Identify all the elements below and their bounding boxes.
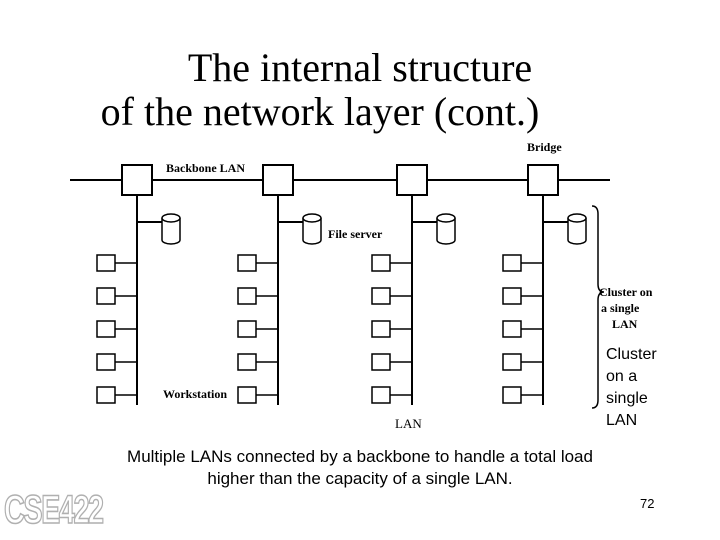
workstation-box [97, 354, 115, 370]
workstation-box [372, 321, 390, 337]
caption-line-1: Multiple LANs connected by a backbone to handle a total load [127, 447, 593, 466]
workstation-box [372, 288, 390, 304]
slide-caption [60, 446, 660, 490]
workstation-box [503, 321, 521, 337]
workstation-box [238, 321, 256, 337]
workstation-box [503, 255, 521, 271]
file-server-icon [437, 214, 455, 244]
workstation-box [97, 288, 115, 304]
bridge-box [263, 165, 293, 195]
cluster-label-2: a single [601, 301, 640, 315]
file-server-icon [568, 214, 586, 244]
workstation-box [238, 387, 256, 403]
side-note: Cluster on a single LAN [606, 346, 657, 429]
bridge-box [122, 165, 152, 195]
bridge-box [397, 165, 427, 195]
caption-line-2: higher than the capacity of a single LAN. [207, 469, 513, 488]
lan-label: LAN [395, 416, 422, 431]
workstation-box [503, 354, 521, 370]
workstation-box [238, 288, 256, 304]
workstation-box [97, 255, 115, 271]
workstation-box [238, 255, 256, 271]
title-line-1: The internal structure [187, 45, 533, 90]
file-server-label: File server [328, 227, 383, 241]
workstation-box [372, 387, 390, 403]
cluster-label-3: LAN [612, 317, 638, 331]
course-logo: CSE422 [4, 488, 103, 532]
workstation-box [503, 288, 521, 304]
bridge-box [528, 165, 558, 195]
title-line-2: of the network layer (cont.) [100, 89, 540, 134]
workstation-label: Workstation [163, 387, 228, 401]
workstation-box [97, 321, 115, 337]
cluster-label-1: Cluster on [599, 285, 653, 299]
workstation-box [372, 255, 390, 271]
workstation-box [503, 387, 521, 403]
file-server-icon [162, 214, 180, 244]
backbone-label: Backbone LAN [166, 161, 246, 175]
workstation-box [97, 387, 115, 403]
workstation-box [238, 354, 256, 370]
bridge-label: Bridge [527, 140, 562, 154]
slide-number: 72 [640, 496, 655, 511]
file-server-icon [303, 214, 321, 244]
workstation-box [372, 354, 390, 370]
